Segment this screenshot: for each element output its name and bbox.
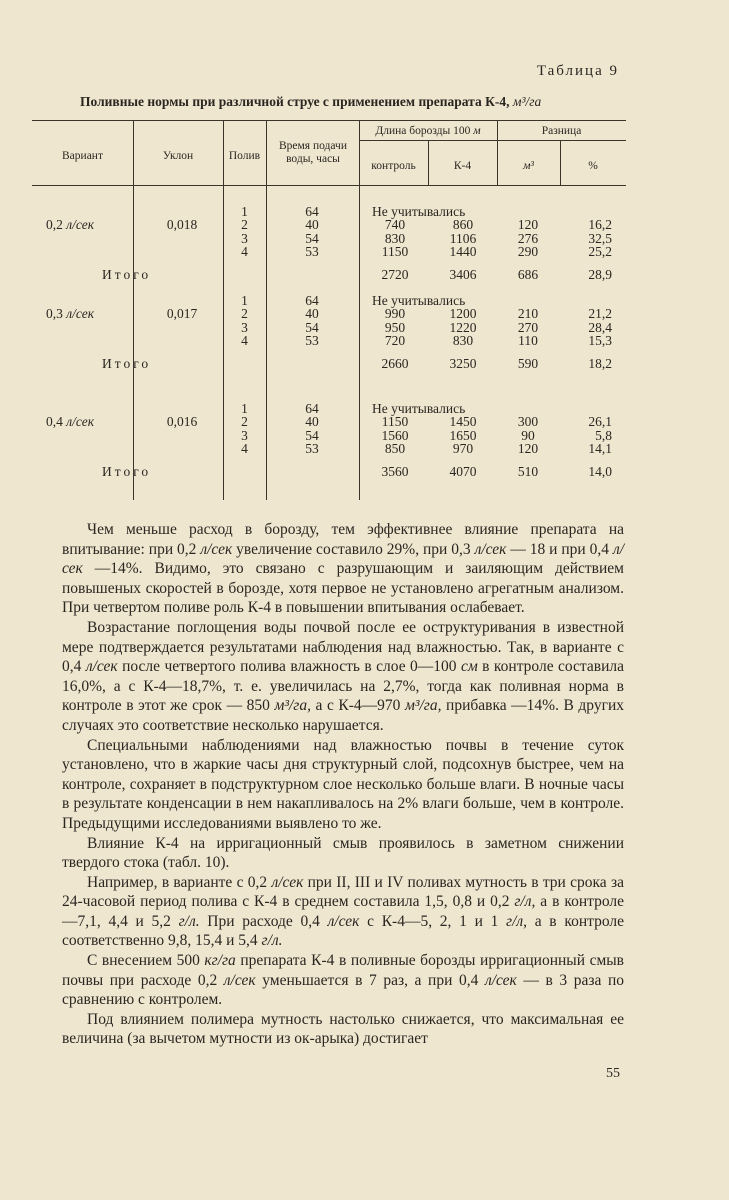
- italic-unit: г/л.: [178, 912, 200, 930]
- k4-value: 1106: [449, 230, 477, 246]
- text-run: а в контроле —7,1, 4,4 и 5,2: [62, 893, 624, 930]
- diff-pct-value: 26,1: [588, 414, 612, 430]
- text-run: в контроле составила 16,0%, а с К-4—18,7%, т. е. увеличилась на 2,7%, тогда как поливная норма в контроле в этот же срок — 850: [62, 658, 624, 715]
- italic-unit: м³/га,: [274, 697, 311, 715]
- diff-m3-value: 110: [518, 333, 538, 349]
- variant-cell: [46, 415, 94, 429]
- table-col-rule: [266, 120, 267, 500]
- water-time: 54: [305, 319, 319, 335]
- table-caption-unit: м³/га: [512, 94, 542, 109]
- header-length-text: Длина борозды 100: [375, 125, 471, 137]
- irrigation-number: 2: [241, 414, 248, 430]
- not-counted-note: Не учитывались: [372, 401, 466, 416]
- water-time: 40: [305, 217, 319, 233]
- k4-value: 830: [452, 333, 474, 349]
- control-value: 830: [384, 230, 406, 246]
- irrigation-number: 2: [241, 217, 248, 233]
- header-variant: Вариант: [62, 150, 103, 162]
- diff-pct-value: 21,2: [588, 306, 612, 322]
- slope-cell: 0,016: [166, 414, 198, 430]
- slope-cell: 0,017: [166, 306, 198, 322]
- control-value: 1560: [381, 427, 409, 443]
- italic-unit: л/сек: [200, 540, 233, 558]
- irrigation-number: 4: [241, 441, 248, 457]
- text-run: — 18 и при 0,4: [506, 540, 613, 558]
- text-run: — в 3 раза по сравнению с контролем.: [62, 971, 625, 1009]
- k4-value: 1200: [449, 306, 477, 322]
- not-counted-note: Не учитывались: [372, 204, 466, 219]
- total-k4: 3250: [449, 356, 477, 371]
- variant-value: 0,2: [46, 217, 63, 233]
- diff-m3-value: 290: [517, 244, 539, 260]
- text-run: а в контроле соответственно 9,8, 15,4 и 5,4: [62, 912, 624, 950]
- paragraph: [62, 1010, 624, 1049]
- text-run: С внесением 500: [87, 952, 205, 970]
- paragraph: [62, 520, 624, 618]
- control-value: 1150: [381, 414, 409, 430]
- italic-unit: л/сек: [474, 540, 507, 558]
- italic-unit: л/сек: [271, 873, 304, 891]
- k4-value: 1650: [449, 427, 477, 443]
- irrigation-norms-table: [32, 120, 626, 500]
- paragraph: [62, 951, 624, 1010]
- text-run: с К-4—5, 2, 1 и 1: [359, 912, 507, 930]
- diff-pct-value: 32,5: [588, 230, 612, 246]
- irrigation-number: 2: [241, 306, 248, 322]
- header-diff-pct: %: [588, 160, 598, 172]
- header-irrigation: Полив: [228, 150, 261, 162]
- total-label: Итого: [102, 464, 152, 479]
- irrigation-number: 1: [241, 293, 248, 308]
- text-run: Например, в варианте с 0,2: [87, 873, 272, 891]
- text-run: прибавка —14%. В других случаях это соответствие несколько нарушается.: [62, 697, 624, 734]
- variant-cell: [46, 218, 94, 232]
- total-control: 3560: [381, 464, 409, 479]
- water-time: 64: [305, 293, 319, 308]
- water-time: 40: [305, 306, 319, 322]
- control-value: 950: [384, 319, 406, 335]
- irrigation-number: 1: [241, 204, 248, 219]
- table-top-rule: [32, 120, 626, 121]
- paragraph: [62, 618, 624, 736]
- k4-value: 1220: [449, 319, 477, 335]
- diff-m3-value: 120: [517, 441, 539, 457]
- paragraph: [62, 834, 624, 873]
- table-caption-text: Поливные нормы при различной струе с применением препарата К-4,: [80, 94, 510, 109]
- text-run: при II, III и IV поливах мутность в три срока за 24-часовой период полива с К-4 в среднем составила 1,5, 0,8 и 0,2: [62, 873, 624, 911]
- irrigation-number: 4: [241, 244, 248, 260]
- header-k4: К-4: [453, 160, 472, 172]
- text-run: после четвертого полива влажность в слое 0—100: [117, 658, 461, 676]
- header-difference: Разница: [541, 125, 582, 137]
- variant-unit: л/сек: [66, 414, 95, 430]
- total-label: Итого: [102, 356, 152, 371]
- header-length-unit: м: [473, 125, 481, 137]
- paragraph: [62, 736, 624, 834]
- k4-value: 860: [452, 217, 474, 233]
- total-label: Итого: [102, 267, 152, 282]
- irrigation-number: 3: [241, 230, 248, 246]
- variant-unit: л/сек: [66, 306, 95, 322]
- water-time: 53: [305, 333, 319, 349]
- table-col-rule: [133, 120, 134, 500]
- text-run: Возрастание поглощения воды почвой после ее оструктуривания в известной мере подтверждается результатами наблюдения над влажностью. Так, в варианте с 0,4: [62, 618, 624, 676]
- total-k4: 4070: [449, 464, 477, 479]
- water-time: 54: [305, 427, 319, 443]
- water-time: 54: [305, 230, 319, 246]
- italic-unit: л/сек: [223, 971, 256, 989]
- total-k4: 3406: [449, 267, 477, 282]
- water-time: 53: [305, 441, 319, 457]
- italic-unit: л/сек: [327, 912, 360, 930]
- text-run: а с К-4—970: [310, 697, 405, 715]
- irrigation-number: 4: [241, 333, 248, 349]
- italic-unit: кг/га: [204, 952, 236, 970]
- total-control: 2660: [381, 356, 409, 371]
- total-diff-m3: 510: [517, 464, 539, 479]
- italic-unit: л/сек: [62, 540, 625, 578]
- diff-m3-value: 90: [521, 427, 535, 443]
- paragraph: [62, 873, 624, 951]
- diff-pct-value: 14,1: [588, 441, 612, 457]
- water-time: 64: [305, 401, 319, 416]
- diff-pct-value: 16,2: [588, 217, 612, 233]
- control-value: 1150: [381, 244, 409, 260]
- diff-pct-value: 28,4: [588, 319, 612, 335]
- italic-unit: л/сек: [85, 658, 118, 676]
- variant-value: 0,4: [46, 414, 63, 430]
- header-diff-m3-unit: м³: [523, 160, 534, 172]
- total-control: 2720: [381, 267, 409, 282]
- diff-pct-value: 25,2: [588, 244, 612, 260]
- text-run: —14%. Видимо, это связано с разрушающим и заиляющим действием повышеных скоростей в борозде, хотя первое не установлено агрегатным анализом. При четвертом поливе роль К-4 в повышении впитывания ослабевает.: [62, 560, 624, 617]
- variant-value: 0,3: [46, 306, 63, 322]
- diff-m3-value: 270: [517, 319, 539, 335]
- italic-unit: г/л.: [261, 932, 283, 950]
- header-time: Время подачи воды, часы: [279, 140, 347, 165]
- not-counted-note: Не учитывались: [372, 293, 466, 308]
- diff-m3-value: 120: [517, 217, 539, 233]
- diff-m3-value: 300: [517, 414, 539, 430]
- text-run: Чем меньше расход в борозду, тем эффективнее влияние препарата на впитывание: при 0,2: [62, 521, 624, 558]
- diff-pct-value: 15,3: [588, 333, 612, 349]
- text-run: Влияние К-4 на ирригационный смыв проявилось в заметном снижении твердого стока (табл. 10).: [62, 834, 624, 872]
- diff-m3-value: 276: [517, 230, 539, 246]
- text-run: увеличение составило 29%, при 0,3: [232, 540, 475, 558]
- table-subheader-rule: [359, 140, 626, 141]
- total-diff-pct: 28,9: [588, 267, 612, 282]
- table-number: Таблица 9: [536, 63, 619, 79]
- total-diff-pct: 14,0: [588, 464, 612, 479]
- table-caption: [80, 94, 541, 110]
- italic-unit: л/сек: [484, 971, 517, 989]
- italic-unit: см: [460, 658, 478, 676]
- water-time: 53: [305, 244, 319, 260]
- variant-cell: [46, 307, 94, 321]
- control-value: 850: [384, 441, 406, 457]
- italic-unit: м³/га,: [404, 697, 442, 715]
- header-control: контроль: [371, 160, 416, 172]
- control-value: 990: [384, 306, 406, 322]
- water-time: 40: [305, 414, 319, 430]
- irrigation-number: 3: [241, 319, 248, 335]
- k4-value: 1450: [449, 414, 477, 430]
- irrigation-number: 3: [241, 427, 248, 443]
- body-text: [62, 520, 624, 1049]
- text-run: Специальными наблюдениями над влажностью почвы в течение суток установлено, что в жаркие часы дня структурный слой, подсохнув быстрее, чем на контроле, сохраняет в подструктурном слое несколько больше влаги. В ночные часы в результате конденсации в нем накапливалось на 2% влаги больше, чем в контроле. Предыдущими исследованиями выявлено то же.: [62, 736, 624, 832]
- table-col-rule: [359, 120, 360, 500]
- k4-value: 970: [452, 441, 474, 457]
- total-diff-m3: 686: [517, 267, 539, 282]
- k4-value: 1440: [449, 244, 477, 260]
- header-length: [359, 125, 497, 138]
- irrigation-number: 1: [241, 401, 248, 416]
- header-diff-m3: [497, 160, 560, 173]
- total-diff-pct: 18,2: [588, 356, 612, 371]
- slope-cell: 0,018: [166, 217, 198, 233]
- page-number: 55: [606, 1066, 620, 1081]
- control-value: 720: [384, 333, 406, 349]
- total-diff-m3: 590: [517, 356, 539, 371]
- water-time: 64: [305, 204, 319, 219]
- text-run: препарата К-4 в поливные борозды ирригационный смыв почвы при расходе 0,2: [62, 952, 624, 989]
- diff-pct-value: 5,8: [595, 427, 612, 443]
- variant-unit: л/сек: [66, 217, 95, 233]
- italic-unit: г/л,: [514, 893, 536, 911]
- text-run: Под влиянием полимера мутность настолько снижается, что максимальная ее величина (за вычетом мутности из ок-арыка) достигает: [62, 1010, 624, 1048]
- header-slope: Уклон: [162, 150, 194, 162]
- table-header-bottom-rule: [32, 185, 626, 186]
- text-run: уменьшается в 7 раз, а при 0,4: [255, 971, 485, 989]
- italic-unit: г/л,: [506, 912, 528, 930]
- control-value: 740: [384, 217, 406, 233]
- diff-m3-value: 210: [517, 306, 539, 322]
- text-run: При расходе 0,4: [199, 912, 328, 930]
